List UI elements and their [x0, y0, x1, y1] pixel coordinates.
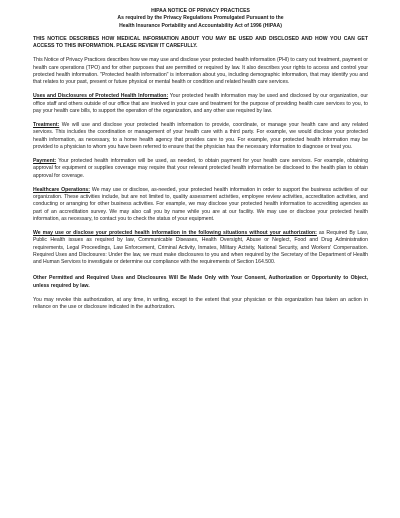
- section-healthcare-operations: [33, 187, 368, 223]
- header-subtitle-line-2: Health Insurance Portability and Accountability Act of 1996 (HIPAA): [119, 22, 282, 29]
- section-heading: Payment:: [33, 158, 57, 165]
- section-heading: Healthcare Operations:: [33, 186, 90, 193]
- section-body: We will use and disclose your protected health information to provide, coordinate, or manage your health care and any related services. This includes the coordination or management of your health care with a third party. For example, we would disclose your protected health information, as necessary, to a home health agency that provides care to you. For example, your protected health information may be provided to a physician to whom you have been referred to ensure that the physician has the necessary information to diagnose or treat you.: [33, 122, 368, 150]
- section-without-authorization: [33, 230, 368, 266]
- section-heading: Uses and Disclosures of Protected Health Information:: [33, 93, 169, 100]
- intro-paragraph: This Notice of Privacy Practices describes how we may use and disclose your protected health information (PHI) to carry out treatment, payment or health care operations (TPO) and for other purposes that are permitted or required by law. It also describes your rights to access and control your protected health information. "Protected health information" is information about you, including demographic information, that may identify you and that relates to your past, present or future physical or mental health or condition and related health care services.: [33, 57, 368, 86]
- section-body: Your protected health information may be used and disclosed by our organization, our office staff and others outside of our office that are involved in your care and treatment for the purpose of providing health care services to you, to pay your health care bills, to support the operation of the organization, and any other use required by law.: [33, 93, 368, 114]
- document-title: HIPAA NOTICE OF PRIVACY PRACTICES: [151, 8, 250, 14]
- section-body: Your protected health information will be used, as needed, to obtain payment for your health care services. For example, obtaining approval for equipment or supplies coverage may require that your relevant protected health information be disclosed to the health plan to obtain approval for coverage.: [33, 158, 368, 179]
- revoke-paragraph: You may revoke this authorization, at any time, in writing, except to the extent that your physician or this organization has taken an action in reliance on the use or disclosure indicated in the authorization.: [33, 296, 368, 311]
- section-uses-disclosures: [33, 93, 368, 115]
- section-payment: [33, 158, 368, 180]
- section-body: as Required By Law, Public Health issues as required by law, Communicable Diseases, Health Oversight, Abuse or Neglect, Food and Drug Administration requirements, Legal Proceedings, Law Enforcement, Criminal Activity, Inmates, Military Activity, National Security, and Workers' Compensation. Required Uses and Disclosures: Under the law, we must make disclosures to you and when required by the Secretary of the Department of Health and Human Services to investigate or determine our compliance with the requirements of Section 164.500.: [33, 230, 368, 266]
- notice-warning: THIS NOTICE DESCRIBES HOW MEDICAL INFORMATION ABOUT YOU MAY BE USED AND DISCLOSED AND HOW YOU CAN GET ACCESS TO THIS INFORMATION. PLEASE REVIEW IT CAREFULLY.: [33, 35, 368, 50]
- section-treatment: [33, 122, 368, 151]
- section-heading: We may use or disclose your protected health information in the following situations without your authorization:: [33, 230, 317, 237]
- other-uses-heading: Other Permitted and Required Uses and Disclosures Will Be Made Only with Your Consent, Authorization or Opportunity to Object, unless required by law.: [33, 275, 368, 289]
- document-header: [33, 8, 368, 30]
- header-subtitle-line-1: As required by the Privacy Regulations Promulgated Pursuant to the: [117, 15, 284, 22]
- section-heading: Treatment:: [33, 122, 60, 129]
- section-body: We may use or disclose, as-needed, your protected health information in order to support the business activities of our organization. These activities include, but are not limited to, quality assessment activities, employee review activities, accreditation activities, and conducting or arranging for other business activities. For example, we may disclose your protected health information to accrediting agencies as part of an accreditation survey. We may also call you by name while you are at our facility. We may use or disclose your protected health information, as necessary, to contact you to check the status of your equipment.: [33, 186, 368, 222]
